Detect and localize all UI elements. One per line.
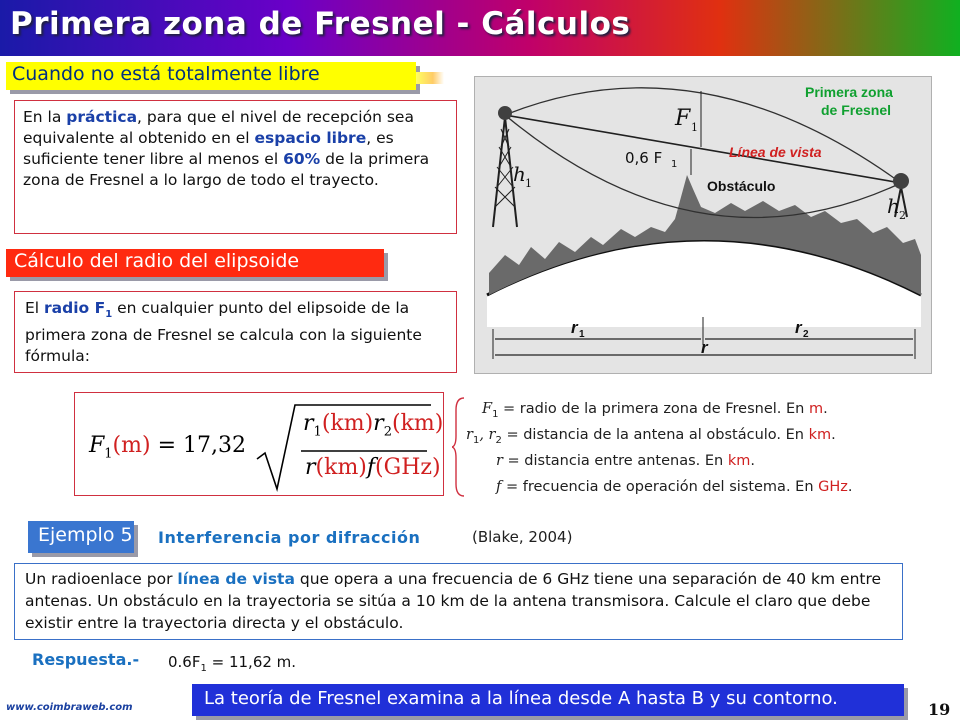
r-label: r [701, 338, 708, 357]
sixty-sub: 1 [671, 159, 678, 170]
example-text-post: que opera a una frecuencia de 6 GHz tiene una separación de 40 km entre antenas. Un obstáculo en la trayectoria se sitúa a 10 km de la antena transmisora. Calcule el claro que debe existir entre la trayectoria directa y el obstáculo. [25, 570, 882, 632]
r1-sub: 1 [579, 329, 585, 340]
example-reference: (Blake, 2004) [472, 528, 573, 546]
r2-sub: 2 [803, 329, 809, 340]
legend-item-r1r2: $r_1$, $r_2$ = distancia de la antena al obstáculo. En km. [466, 427, 836, 446]
h2-label: h [887, 194, 900, 218]
example-title: Interferencia por difracción [158, 528, 421, 547]
radius-text-pre: El [25, 299, 45, 317]
website-link[interactable]: www.coimbraweb.com [6, 702, 133, 713]
example-badge-label: Ejemplo 5 [38, 524, 133, 546]
header-stripe-decoration [416, 72, 444, 84]
practice-text-3: , para que el nivel de recepción sea equivalente al obtenido en el [23, 108, 414, 147]
practice-text-box [14, 100, 457, 234]
formula-lhs: $F_1(m) = 17,32$ [89, 433, 246, 462]
line-of-sight [505, 115, 901, 183]
formula-denominator: r(km)f(GHz) [305, 455, 441, 480]
practice-text-7: de la primera zona de Fresnel a lo largo de todo el trayecto. [23, 150, 430, 189]
formula-box [74, 392, 444, 496]
section-header-label: Cálculo del radio del elipsoide [14, 250, 300, 272]
answer-value: $0.6F_1 = 11,62$ m. [168, 653, 297, 674]
legend-item-r: r = distancia entre antenas. En km. [496, 453, 755, 469]
legend-item-f1: $F_1$ = radio de la primera zona de Fresnel. En m. [482, 401, 828, 420]
example-problem-box [14, 563, 903, 640]
practice-text-2: práctica [66, 108, 138, 126]
section-header-label: Cuando no está totalmente libre [12, 63, 320, 85]
footer-note-bar [192, 684, 904, 716]
section-header-free-space [6, 62, 416, 90]
legend-item-f: f = frecuencia de operación del sistema. En GHz. [496, 479, 853, 495]
fresnel-ellipse-bottom [505, 115, 901, 218]
answer-label: Respuesta.- [32, 650, 140, 669]
formula-numerator: $r_1(km)r_2(km)$ [303, 411, 444, 440]
page-title: Primera zona de Fresnel - Cálculos [10, 6, 631, 42]
footer-note: La teoría de Fresnel examina a la línea desde A hasta B y su contorno. [204, 688, 838, 709]
h1-sub: 1 [525, 177, 532, 190]
practice-text-6: 60% [283, 150, 321, 168]
fresnel-zone-diagram [474, 76, 932, 374]
section-header-radius-calc [6, 249, 384, 277]
r2-label: r [795, 318, 802, 337]
radius-text-hl: radio $F_1$ [44, 299, 113, 321]
f1-label: F [675, 106, 691, 131]
example-text-hl: línea de vista [177, 570, 295, 588]
legend-brace [452, 396, 466, 498]
practice-text-4: espacio libre [254, 129, 367, 147]
radius-text-box [14, 291, 457, 373]
h1-label: h [513, 162, 526, 186]
sixty-label: 0,6 F [625, 149, 663, 167]
obstacle-label: Obstáculo [707, 178, 776, 194]
los-label: Línea de vista [729, 144, 822, 160]
example-badge [28, 521, 134, 553]
h2-sub: 2 [899, 209, 906, 222]
practice-text-1: En la [23, 108, 67, 126]
zone-label-1: Primera zona [805, 84, 893, 100]
zone-label-2: de Fresnel [821, 102, 892, 118]
fresnel-diagram-svg [475, 77, 933, 375]
page-number: 19 [928, 700, 951, 719]
radius-text-post: en cualquier punto del elipsoide de la primera zona de Fresnel se calcula con la siguiente fórmula: [25, 299, 422, 366]
r1-label: r [571, 318, 578, 337]
f1-sub: 1 [691, 121, 698, 134]
example-text-pre: Un radioenlace por [25, 570, 178, 588]
practice-text-5: , es suficiente tener libre al menos el [23, 129, 394, 168]
